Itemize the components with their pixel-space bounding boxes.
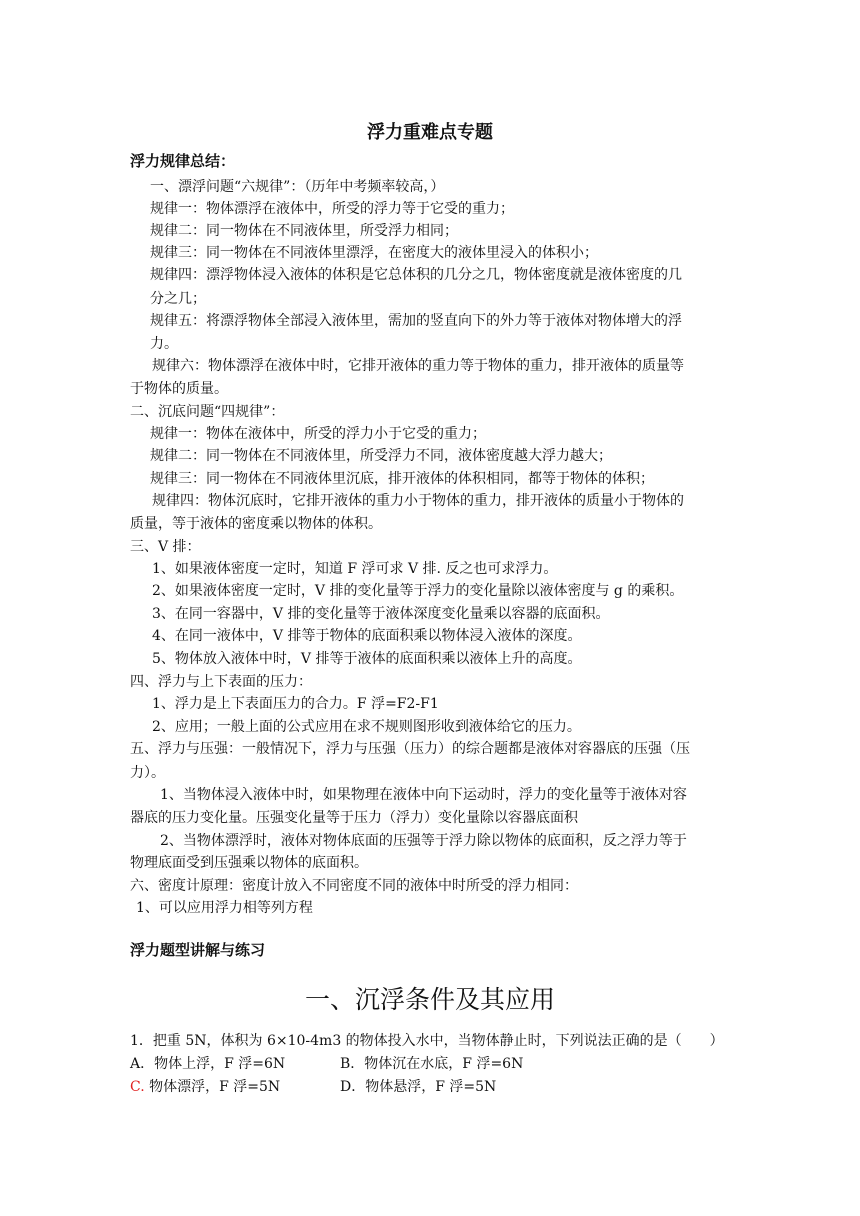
section-heading: 一、沉浮条件及其应用 <box>304 985 555 1014</box>
text-line: 力）。 <box>130 765 165 781</box>
text-line: 规律二：同一物体在不同液体里，所受浮力相同； <box>150 223 458 239</box>
text-line: 1、可以应用浮力相等列方程 <box>136 900 313 916</box>
text-line: 规律四：物体沉底时，它排开液体的重力小于物体的重力，排开液体的质量小于物体的 <box>152 493 684 509</box>
text-line: 四、浮力与上下表面的压力： <box>130 674 312 690</box>
question-stem: 1．把重 5N，体积为 6×10-4m3 的物体投入水中，当物体静止时，下列说法正确的是（ ） <box>130 1033 724 1049</box>
text-line: 六、密度计原理：密度计放入不同密度不同的液体中时所受的浮力相同： <box>130 878 578 894</box>
text-line: 规律一：物体在液体中，所受的浮力小于它受的重力； <box>150 426 486 442</box>
text-line: 2、当物体漂浮时，液体对物体底面的压强等于浮力除以物体的底面积，反之浮力等于 <box>160 833 687 849</box>
text-line: 力。 <box>150 336 178 352</box>
option-c-letter: C. <box>130 1079 145 1095</box>
text-line: 规律六：物体漂浮在液体中时，它排开液体的重力等于物体的重力，排开液体的质量等 <box>152 358 684 374</box>
text-line: 一、漂浮问题“六规律”：（历年中考频率较高，） <box>150 179 445 195</box>
option-a: A．物体上浮，F 浮=6N <box>130 1056 286 1072</box>
text-line: 二、沉底问题“四规律”： <box>130 404 285 420</box>
text-line: 1、浮力是上下表面压力的合力。F 浮=F2-F1 <box>152 696 439 712</box>
text-line: 2、应用；一般上面的公式应用在求不规则图形收到液体给它的压力。 <box>152 719 581 735</box>
option-c-text: 物体漂浮，F 浮=5N <box>149 1079 281 1095</box>
option-c <box>130 1078 280 1096</box>
text-line: 规律三：同一物体在不同液体里漂浮，在密度大的液体里浸入的体积小； <box>150 245 598 261</box>
practice-heading: 浮力题型讲解与练习 <box>130 941 266 959</box>
text-line: 器底的压力变化量。压强变化量等于压力（浮力）变化量除以容器底面积 <box>130 810 578 826</box>
text-line: 质量，等于液体的密度乘以物体的体积。 <box>130 516 382 532</box>
page-title: 浮力重难点专题 <box>367 122 493 143</box>
option-b: B．物体沉在水底，F 浮=6N <box>340 1056 524 1072</box>
text-line: 1、当物体浸入液体中时，如果物理在液体中向下运动时，浮力的变化量等于液体对容 <box>160 787 687 803</box>
text-line: 于物体的质量。 <box>130 381 228 397</box>
summary-heading: 浮力规律总结： <box>130 152 236 170</box>
text-line: 规律一：物体漂浮在液体中，所受的浮力等于它受的重力； <box>150 201 514 217</box>
text-line: 1、如果液体密度一定时，知道 F 浮可求 V 排. 反之也可求浮力。 <box>152 561 558 577</box>
text-line: 2、如果液体密度一定时，V 排的变化量等于浮力的变化量除以液体密度与 g 的乘积。 <box>152 583 684 599</box>
text-line: 5、物体放入液体中时，V 排等于液体的底面积乘以液体上升的高度。 <box>152 651 582 667</box>
text-line: 规律五：将漂浮物体全部浸入液体里，需加的竖直向下的外力等于液体对物体增大的浮 <box>150 313 682 329</box>
text-line: 五、浮力与压强：一般情况下，浮力与压强（压力）的综合题都是液体对容器底的压强（压 <box>130 741 690 757</box>
option-d: D．物体悬浮，F 浮=5N <box>340 1079 497 1095</box>
text-line: 规律三：同一物体在不同液体里沉底，排开液体的体积相同，都等于物体的体积； <box>150 471 654 487</box>
text-line: 4、在同一液体中，V 排等于物体的底面积乘以物体浸入液体的深度。 <box>152 628 582 644</box>
text-line: 分之几； <box>150 291 206 307</box>
text-line: 规律二：同一物体在不同液体里，所受浮力不同，液体密度越大浮力越大； <box>150 448 612 464</box>
text-line: 三、V 排： <box>130 539 201 555</box>
text-line: 3、在同一容器中，V 排的变化量等于液体深度变化量乘以容器的底面积。 <box>152 606 610 622</box>
text-line: 物理底面受到压强乘以物体的底面积。 <box>130 855 368 871</box>
text-line: 规律四：漂浮物体浸入液体的体积是它总体积的几分之几，物体密度就是液体密度的几 <box>150 267 682 283</box>
